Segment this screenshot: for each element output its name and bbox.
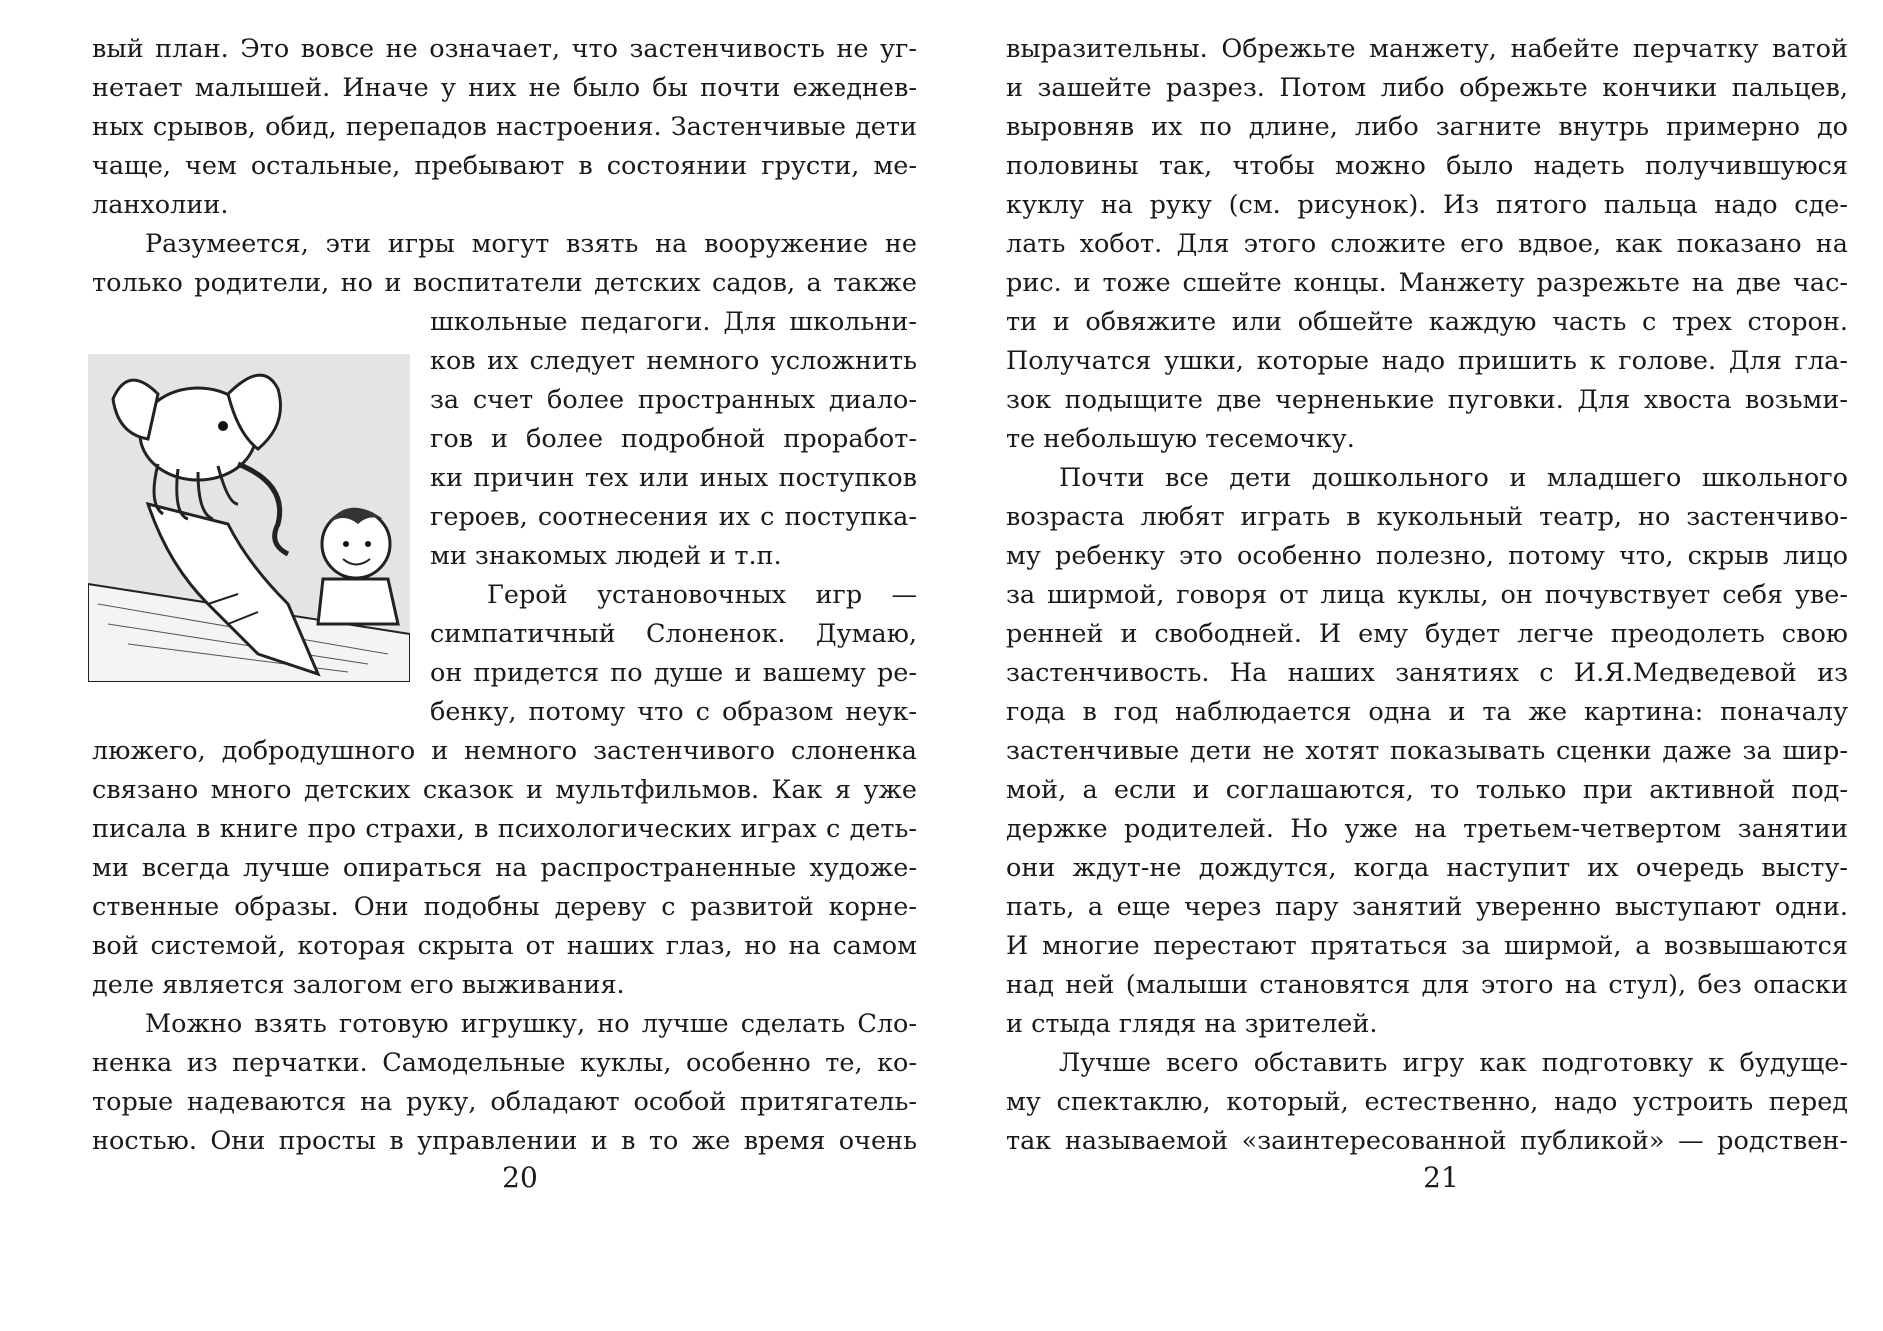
text-line: ренней и свободней. И ему будет легче преодолеть свою [1006,619,1848,649]
text-line: и стыда глядя на зрителей. [1006,1009,1378,1039]
text-line: ки причин тех или иных поступков [430,463,917,493]
text-line: ми знакомых людей и т.п. [430,541,782,571]
text-line: му спектаклю, который, естественно, надо устроить перед [1006,1087,1848,1117]
text-line: ненка из перчатки. Самодельные куклы, особенно те, ко- [92,1048,917,1078]
text-line: над ней (малыши становятся для этого на стул), без опаски [1006,970,1848,1000]
text-line: Почти все дети дошкольного и младшего школьного [1059,463,1848,493]
text-line: Получатся ушки, которые надо пришить к голове. Для гла- [1006,346,1848,376]
left-page [0,0,941,1331]
page-number: 21 [1423,1161,1459,1194]
text-line: связано много детских сказок и мультфильмов. Как я уже [92,775,917,805]
text-line: вой системой, которая скрыта от наших глаз, но на самом [92,931,917,961]
right-page [941,0,1883,1331]
text-line: ми всегда лучше опираться на распространенные художе- [92,853,917,883]
text-line: И многие перестают прятаться за ширмой, а возвышаются [1006,931,1848,961]
text-line: и зашейте разрез. Потом либо обрежьте кончики пальцев, [1006,73,1848,103]
text-line: пать, а еще через пару занятий уверенно выступают одни. [1006,892,1848,922]
text-line: ных срывов, обид, перепадов настроения. Застенчивые дети [92,112,917,142]
text-line: за ширмой, говоря от лица куклы, он почувствует себя уве- [1006,580,1848,610]
text-line: Герой установочных игр — [487,580,917,610]
text-line: года в год наблюдается одна и та же картина: поначалу [1006,697,1848,727]
text-line: гов и более подробной проработ- [430,424,917,454]
text-line: зок подыщите две черненькие пуговки. Для хвоста возьми- [1006,385,1848,415]
text-line: выразительны. Обрежьте манжету, набейте перчатку ватой [1006,34,1848,64]
text-line: куклу на руку (см. рисунок). Из пятого пальца надо сде- [1006,190,1848,220]
text-line: нетает малышей. Иначе у них не было бы почти ежеднев- [92,73,917,103]
page-number: 20 [502,1161,538,1194]
text-line: мой, а если и соглашаются, то только при активной под- [1006,775,1848,805]
text-line: так называемой «заинтересованной публикой» — родствен- [1006,1126,1848,1156]
text-line: держке родителей. Но уже на третьем-четвертом занятии [1006,814,1848,844]
text-line: му ребенку это особенно полезно, потому что, скрыв лицо [1006,541,1848,571]
text-line: школьные педагоги. Для школьни- [430,307,917,337]
text-line: они ждут-не дождутся, когда наступит их очередь высту- [1006,853,1848,883]
text-line: люжего, добродушного и немного застенчивого слоненка [92,736,917,766]
text-line: те небольшую тесемочку. [1006,424,1355,454]
elephant-puppet-illustration [88,354,410,682]
text-line: ков их следует немного усложнить [430,346,917,376]
text-line: рис. и тоже сшейте концы. Манжету разрежьте на две час- [1006,268,1848,298]
text-line: ти и обвяжите или обшейте каждую часть с трех сторон. [1006,307,1848,337]
text-line: он придется по душе и вашему ре- [430,658,917,688]
text-line: ланхолии. [92,190,229,220]
text-line: деле является залогом его выживания. [92,970,625,1000]
text-line: симпатичный Слоненок. Думаю, [430,619,917,649]
text-line: ностью. Они просты в управлении и в то же время очень [92,1126,917,1156]
text-line: половины так, чтобы можно было надеть получившуюся [1006,151,1848,181]
text-line: только родители, но и воспитатели детских садов, а также [92,268,917,298]
text-line: лать хобот. Для этого сложите его вдвое, как показано на [1006,229,1848,259]
text-line: ственные образы. Они подобны дереву с развитой корне- [92,892,917,922]
text-line: застенчивость. На наших занятиях с И.Я.Медведевой из [1006,658,1848,688]
elephant-puppet-drawing [88,354,410,682]
text-line: чаще, чем остальные, пребывают в состоянии грусти, ме- [92,151,917,181]
text-line: Можно взять готовую игрушку, но лучше сделать Сло- [145,1009,917,1039]
text-line: героев, соотнесения их с поступка- [430,502,917,532]
text-line: Лучше всего обставить игру как подготовку к будуще- [1059,1048,1848,1078]
text-line: возраста любят играть в кукольный театр, но застенчиво- [1006,502,1848,532]
text-line: бенку, потому что с образом неук- [430,697,917,727]
text-line: торые надеваются на руку, обладают особой притягатель- [92,1087,917,1117]
text-line: писала в книге про страхи, в психологических играх с деть- [92,814,917,844]
text-line: за счет более пространных диало- [430,385,917,415]
text-line: Разумеется, эти игры могут взять на вооружение не [145,229,917,259]
text-line: застенчивые дети не хотят показывать сценки даже за шир- [1006,736,1848,766]
text-line: вый план. Это вовсе не означает, что застенчивость не уг- [92,34,917,64]
text-line: выровняв их по длине, либо загните внутрь примерно до [1006,112,1848,142]
